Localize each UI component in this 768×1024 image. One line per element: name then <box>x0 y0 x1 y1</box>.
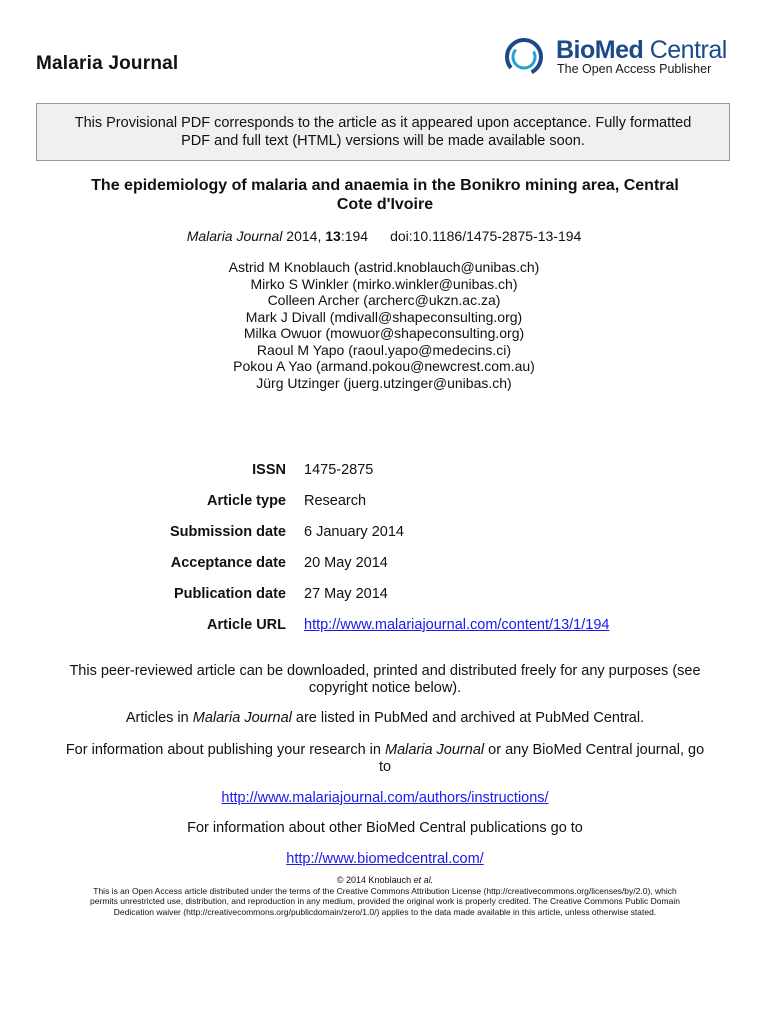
meta-row-url <box>0 617 768 648</box>
copyright-etal: et al. <box>413 875 434 885</box>
author-item: Astrid M Knoblauch (astrid.knoblauch@unibas.ch) <box>228 259 540 275</box>
logo-brand-bold: BioMed <box>556 36 644 64</box>
license-line-3: Dedication waiver (http://creativecommons.org/publicdomain/zero/1.0/) applies to the data made available in this article, unless otherwise stated. <box>113 906 657 917</box>
article-title <box>40 176 730 214</box>
pubmed-post: are listed in PubMed and archived at PubMed Central. <box>291 710 645 726</box>
notice-line-1: This Provisional PDF corresponds to the article as it appeared upon acceptance. Fully formatted <box>74 115 692 131</box>
notice-line-2: PDF and full text (HTML) versions will be made available soon. <box>181 133 585 149</box>
license-line-2: permits unrestricted use, distribution, and reproduction in any medium, provided the original work is properly credited. The Creative Commons Public Domain <box>90 896 680 906</box>
author-item: Raoul M Yapo (raoul.yapo@medecins.ci) <box>256 341 512 358</box>
author-list <box>0 259 768 391</box>
publication-date-value: 27 May 2014 <box>304 586 388 602</box>
biomedcentral-link[interactable]: http://www.biomedcentral.com/ <box>286 851 484 867</box>
article-title-line-2: Cote d'Ivoire <box>336 196 434 213</box>
copyright-text: © 2014 Knoblauch <box>336 875 414 885</box>
article-type-label: Article type <box>207 493 286 509</box>
peer-reviewed-notice <box>40 663 730 697</box>
meta-row-publication <box>0 586 768 617</box>
article-title-line-1: The epidemiology of malaria and anaemia in the Bonikro mining area, Central <box>91 177 679 194</box>
instructions-link[interactable]: http://www.malariajournal.com/authors/instructions/ <box>221 790 549 806</box>
peer-reviewed-line-2: copyright notice below). <box>308 680 462 696</box>
bmc-url-line <box>40 851 730 868</box>
copyright-line <box>40 875 730 886</box>
publishing-line-2: to <box>378 759 392 775</box>
citation-doi: doi:10.1186/1475-2875-13-194 <box>390 228 582 244</box>
meta-row-submission <box>0 524 768 555</box>
license-line-1: This is an Open Access article distributed under the terms of the Creative Commons Attribution License (http://creativecommons.org/licenses/by/2.0), which <box>93 885 677 896</box>
logo-brand-light: Central <box>643 36 727 64</box>
license-footer <box>40 875 730 917</box>
citation-volume: 13 <box>325 228 341 244</box>
instructions-url-line <box>40 790 730 807</box>
logo-brand <box>556 36 727 65</box>
citation-page: :194 <box>340 228 369 244</box>
author-item: Mark J Divall (mdivall@shapeconsulting.org) <box>245 308 523 325</box>
article-url-link[interactable]: http://www.malariajournal.com/content/13/1/194 <box>304 617 610 633</box>
journal-title: Malaria Journal <box>36 53 179 74</box>
publishing-info <box>40 742 730 776</box>
citation <box>0 228 768 244</box>
issn-label: ISSN <box>252 462 286 478</box>
peer-reviewed-line-1: This peer-reviewed article can be downloaded, printed and distributed freely for any purposes (see <box>69 663 701 679</box>
publishing-pre: For information about publishing your research in <box>65 742 385 758</box>
publishing-journal: Malaria Journal <box>384 742 485 758</box>
logo-tagline: The Open Access Publisher <box>557 62 712 76</box>
publishing-post: or any BioMed Central journal, go <box>484 742 705 758</box>
pubmed-notice <box>40 710 730 727</box>
author-item: Milka Owuor (mowuor@shapeconsulting.org) <box>243 325 525 341</box>
meta-row-acceptance <box>0 555 768 586</box>
other-publications-text: For information about other BioMed Central publications go to <box>187 820 583 836</box>
provisional-notice <box>36 103 730 161</box>
submission-date-value: 6 January 2014 <box>304 524 404 540</box>
author-item: Jürg Utzinger (juerg.utzinger@unibas.ch) <box>256 374 512 391</box>
article-url-label: Article URL <box>207 617 286 633</box>
citation-year: 2014, <box>282 228 326 244</box>
submission-date-label: Submission date <box>169 524 286 540</box>
citation-journal: Malaria Journal <box>186 228 283 244</box>
article-type-value: Research <box>304 493 367 509</box>
meta-row-issn <box>0 462 768 493</box>
pubmed-journal: Malaria Journal <box>192 710 292 726</box>
publishing-line-1 <box>40 742 730 759</box>
meta-row-type <box>0 493 768 524</box>
author-item: Pokou A Yao (armand.pokou@newcrest.com.au) <box>233 358 535 374</box>
biomed-central-logo-icon <box>500 33 552 79</box>
acceptance-date-label: Acceptance date <box>170 555 286 571</box>
author-item: Mirko S Winkler (mirko.winkler@unibas.ch) <box>250 275 518 292</box>
article-metadata <box>0 462 768 648</box>
author-item: Colleen Archer (archerc@ukzn.ac.za) <box>267 292 501 308</box>
issn-value: 1475-2875 <box>304 462 374 478</box>
pubmed-pre: Articles in <box>125 710 193 726</box>
publication-date-label: Publication date <box>174 586 286 602</box>
acceptance-date-value: 20 May 2014 <box>304 555 388 571</box>
biomed-central-logo[interactable] <box>500 33 740 81</box>
